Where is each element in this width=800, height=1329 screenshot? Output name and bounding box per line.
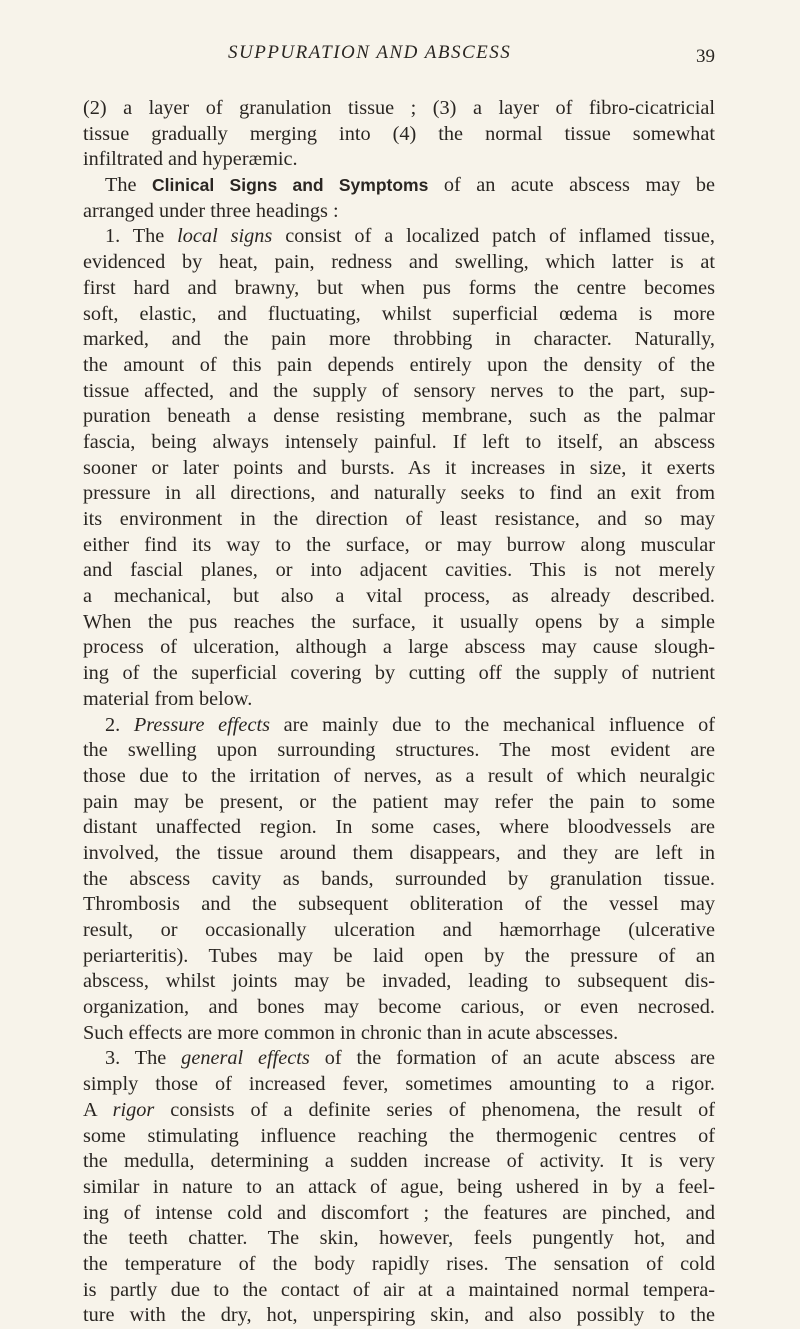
text-line: some stimulating influence reaching the thermogenic centres of: [83, 1124, 715, 1147]
text-line: marked, and the pain more throbbing in character. Naturally,: [83, 328, 715, 351]
text-line: 2. Pressure effects are mainly due to the mechanical influence of: [105, 713, 715, 736]
running-title: SUPPURATION AND ABSCESS: [228, 42, 512, 63]
text-line: A rigor consists of a definite series of phenomena, the result of: [83, 1098, 715, 1121]
text-line: infiltrated and hyperæmic.: [83, 148, 298, 171]
text-line: the temperature of the body rapidly rises. The sensation of cold: [83, 1252, 715, 1275]
body-text: [83, 96, 715, 1329]
text-line: similar in nature to an attack of ague, being ushered in by a feel-: [83, 1175, 715, 1198]
text-line: either find its way to the surface, or may burrow along muscular: [83, 533, 715, 556]
text-line: The Clinical Signs and Symptoms of an acute abscess may be: [105, 174, 715, 197]
text-line: ture with the dry, hot, unperspiring skin, and also possibly to the: [83, 1304, 715, 1327]
text-line: its environment in the direction of least resistance, and so may: [83, 508, 715, 530]
text-line: and fascial planes, or into adjacent cavities. This is not merely: [83, 559, 715, 582]
text-line: (2) a layer of granulation tissue ; (3) a layer of fibro-cicatricial: [83, 97, 715, 119]
text-line: process of ulceration, although a large abscess may cause slough-: [83, 636, 715, 659]
text-line: a mechanical, but also a vital process, as already described.: [83, 585, 715, 608]
text-line: abscess, whilst joints may be invaded, leading to subsequent dis-: [83, 970, 715, 993]
text-line: tissue affected, and the supply of sensory nerves to the part, sup-: [83, 379, 715, 402]
text-line: ing of the superficial covering by cutting off the supply of nutrient: [83, 662, 715, 685]
text-line: first hard and brawny, but when pus forms the centre becomes: [83, 276, 715, 299]
text-line: is partly due to the contact of air at a maintained normal tempera-: [83, 1278, 715, 1301]
text-line: simply those of increased fever, sometimes amounting to a rigor.: [83, 1073, 715, 1096]
text-line: puration beneath a dense resisting membrane, such as the palmar: [83, 405, 715, 428]
text-line: evidenced by heat, pain, redness and swelling, which latter is at: [83, 251, 715, 274]
text-line: periarteritis). Tubes may be laid open by the pressure of an: [83, 944, 715, 967]
text-line: pain may be present, or the patient may refer the pain to some: [83, 790, 715, 813]
italic-term: Pressure effects: [133, 713, 270, 736]
section-term: Clinical Signs and Symptoms: [152, 175, 429, 196]
text-line: arranged under three headings :: [83, 199, 339, 222]
text-line: Such effects are more common in chronic than in acute abscesses.: [83, 1021, 619, 1044]
text-line: When the pus reaches the surface, it usually opens by a simple: [83, 610, 715, 633]
text-line: the abscess cavity as bands, surrounded by granulation tissue.: [83, 867, 715, 890]
italic-term: rigor: [112, 1098, 155, 1121]
text-line: distant unaffected region. In some cases, where bloodvessels are: [83, 816, 715, 839]
running-head: [0, 34, 800, 67]
italic-term: local signs: [177, 225, 273, 248]
italic-term: general effects: [181, 1047, 310, 1070]
text-line: result, or occasionally ulceration and hæmorrhage (ulcerative: [83, 919, 715, 941]
text-line: fascia, being always intensely painful. If left to itself, an abscess: [83, 430, 715, 453]
text-line: sooner or later points and bursts. As it increases in size, it exerts: [83, 456, 715, 479]
text-line: soft, elastic, and fluctuating, whilst superficial œdema is more: [83, 302, 715, 325]
text-line: 1. The local signs consist of a localized patch of inflamed tissue,: [105, 225, 716, 248]
text-line: those due to the irritation of nerves, as a result of which neuralgic: [83, 764, 715, 787]
text-line: the medulla, determining a sudden increase of activity. It is very: [83, 1150, 715, 1173]
text-line: the amount of this pain depends entirely upon the density of the: [83, 353, 715, 376]
text-line: the swelling upon surrounding structures. The most evident are: [83, 739, 715, 762]
text-line: tissue gradually merging into (4) the normal tissue somewhat: [83, 122, 715, 145]
text-line: Thrombosis and the subsequent obliteration of the vessel may: [83, 893, 715, 916]
text-line: the teeth chatter. The skin, however, feels pungently hot, and: [83, 1227, 715, 1250]
text-line: organization, and bones may become carious, or even necrosed.: [83, 996, 715, 1019]
text-line: material from below.: [83, 687, 253, 710]
page-number: 39: [696, 46, 715, 67]
text-line: involved, the tissue around them disappears, and they are left in: [83, 841, 715, 864]
text-line: 3. The general effects of the formation of an acute abscess are: [105, 1047, 716, 1070]
text-line: pressure in all directions, and naturally seeks to find an exit from: [83, 482, 715, 505]
text-line: ing of intense cold and discomfort ; the features are pinched, and: [83, 1201, 715, 1224]
